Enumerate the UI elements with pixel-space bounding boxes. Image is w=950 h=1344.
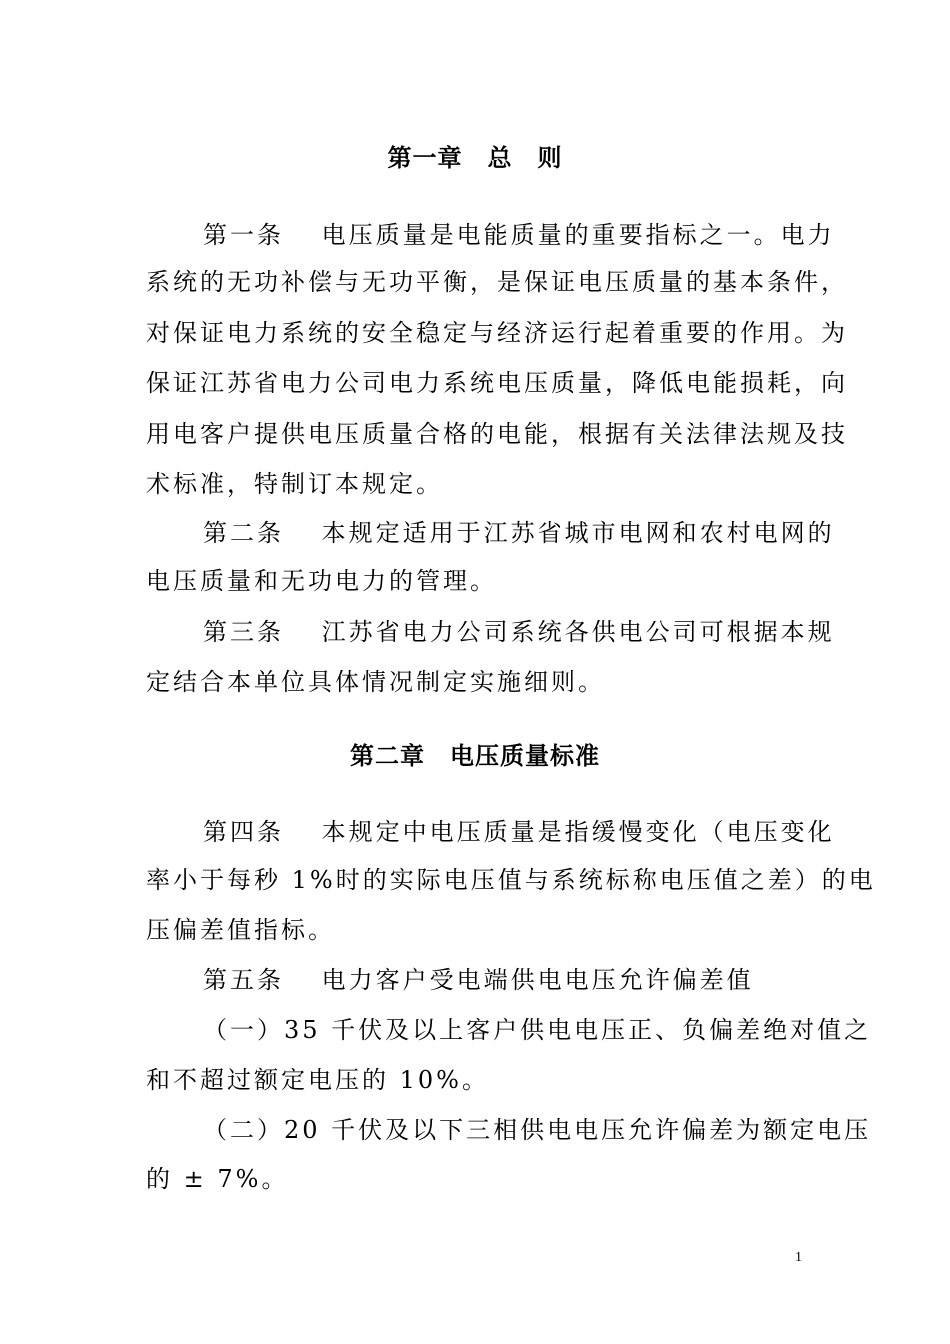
- article-2-line: 第二条 本规定适用于江苏省城市电网和农村电网的: [203, 519, 835, 547]
- article-4-line: 压偏差值指标。: [146, 916, 335, 944]
- chapter-2-heading: 第二章 电压质量标准: [350, 742, 600, 770]
- chapter-1-heading: 第一章 总 则: [387, 144, 563, 172]
- article-5-line: 第五条 电力客户受电端供电电压允许偏差值: [203, 966, 754, 994]
- item-1-line: （一）35 千伏及以上客户供电电压正、负偏差绝对值之: [203, 1016, 872, 1044]
- article-4-line: 第四条 本规定中电压质量是指缓慢变化（电压变化: [203, 818, 835, 846]
- item-2-line: 的 ± 7%。: [146, 1165, 289, 1193]
- article-4-line: 率小于每秒 1%时的实际电压值与系统标称电压值之差）的电: [146, 866, 876, 894]
- item-1-line: 和不超过额定电压的 10%。: [146, 1066, 489, 1094]
- article-3-line: 定结合本单位具体情况制定实施细则。: [146, 668, 605, 696]
- page-number: 1: [795, 1250, 802, 1265]
- article-1-line: 对保证电力系统的安全稳定与经济运行起着重要的作用。为: [146, 319, 848, 347]
- article-1-line: 第一条 电压质量是电能质量的重要指标之一。电力: [203, 221, 835, 249]
- article-1-line: 用电客户提供电压质量合格的电能，根据有关法律法规及技: [146, 420, 848, 448]
- article-3-line: 第三条 江苏省电力公司系统各供电公司可根据本规: [203, 618, 835, 646]
- article-2-line: 电压质量和无功电力的管理。: [146, 567, 497, 595]
- article-1-line: 保证江苏省电力公司电力系统电压质量，降低电能损耗，向: [146, 369, 848, 397]
- article-1-line: 术标准，特制订本规定。: [146, 470, 443, 498]
- item-2-line: （二）20 千伏及以下三相供电电压允许偏差为额定电压: [203, 1116, 872, 1144]
- article-1-line: 系统的无功补偿与无功平衡，是保证电压质量的基本条件，: [146, 268, 848, 296]
